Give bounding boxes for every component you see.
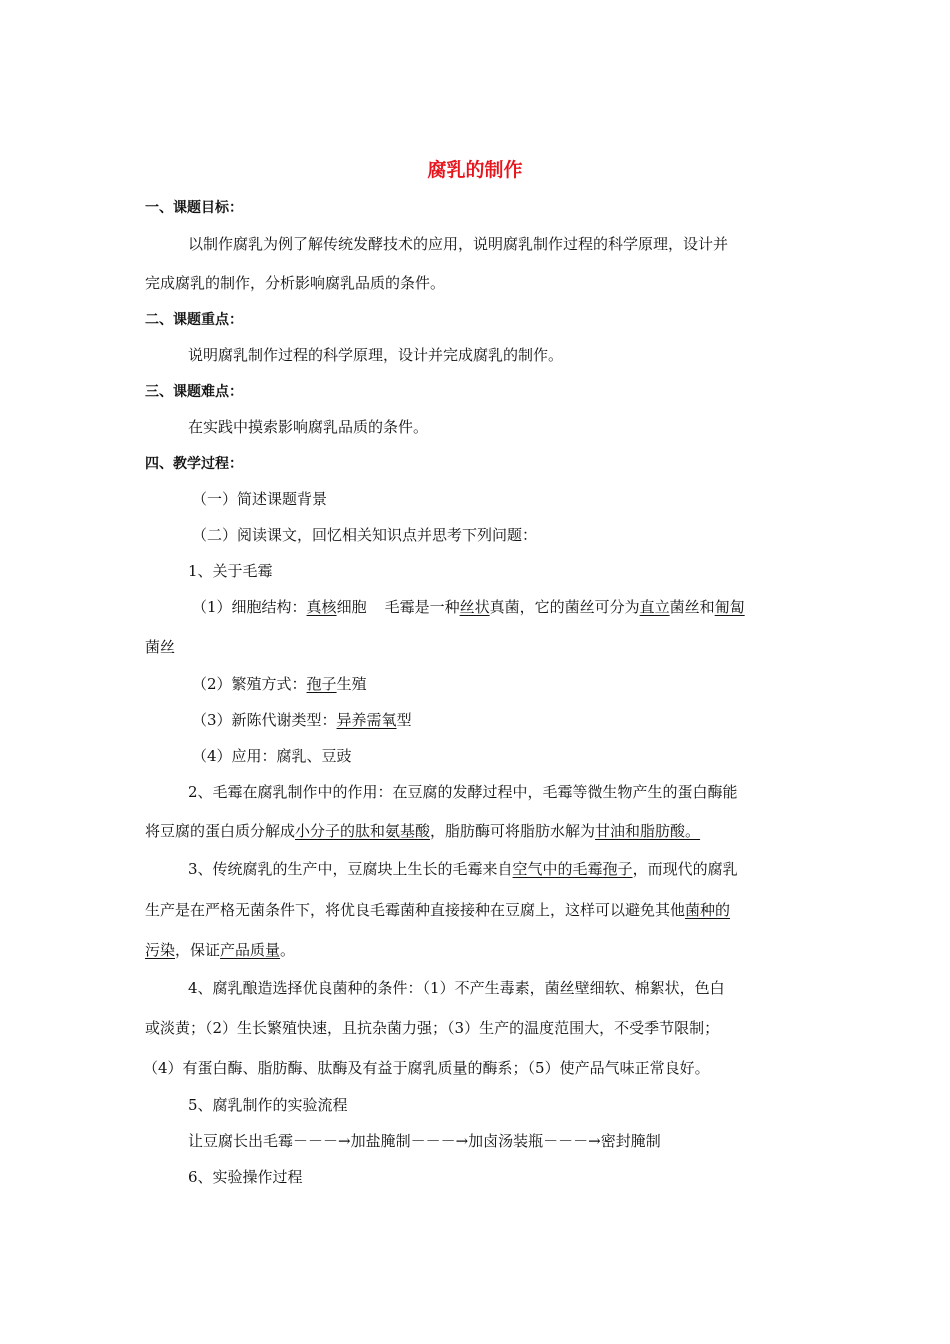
- item-1-line-c: [192, 709, 412, 731]
- text: 真菌，它的菌丝可分为: [489, 598, 640, 616]
- text: 将豆腐的蛋白质分解成: [145, 822, 296, 840]
- answer-underlined: 丝状: [459, 598, 490, 616]
- item-1-line-a: [192, 596, 745, 618]
- text: 细胞: [336, 598, 367, 616]
- item-2-line-1: 2、毛霉在腐乳制作中的作用：在豆腐的发酵过程中，毛霉等微生物产生的蛋白酶能: [188, 783, 738, 801]
- item-5-title: 5、腐乳制作的实验流程: [188, 1096, 348, 1114]
- answer-underlined: 直立: [639, 598, 670, 616]
- item-4-line-2: 或淡黄；（2）生长繁殖快速，且抗杂菌力强；（3）生产的温度范围大，不受季节限制；: [145, 1019, 720, 1037]
- text: （3）新陈代谢类型：: [192, 711, 337, 729]
- answer-underlined: 真核: [306, 598, 337, 616]
- item-1-line-d: （4）应用：腐乳、豆豉: [192, 747, 352, 765]
- item-5-flow: 让豆腐长出毛霉－－－→加盐腌制－－－→加卤汤装瓶－－－→密封腌制: [188, 1132, 661, 1150]
- text: （2）繁殖方式：: [192, 675, 307, 693]
- answer-underlined: 小分子的肽和氨基酸: [295, 822, 431, 840]
- item-3-line-1: [188, 858, 738, 880]
- answer-underlined: 产品质量: [220, 941, 281, 959]
- text: ，保证: [175, 941, 221, 959]
- item-4-line-1: 4、腐乳酿造选择优良菌种的条件：（1）不产生毒素，菌丝壁细软、棉絮状，色白: [188, 979, 725, 997]
- text: 。: [280, 941, 296, 959]
- item-6-title: 6、实验操作过程: [188, 1168, 303, 1186]
- text: 生产是在严格无菌条件下，将优良毛霉菌种直接接种在豆腐上，这样可以避免其他: [145, 901, 686, 919]
- section-1-text-line-2: 完成腐乳的制作，分析影响腐乳品质的条件。: [145, 274, 446, 292]
- text: 毛霉是一种: [384, 598, 460, 616]
- answer-underlined: 孢子: [306, 675, 337, 693]
- answer-underlined: 甘油和脂肪酸。: [595, 822, 701, 840]
- section-2-heading: 二、课题重点：: [145, 312, 243, 328]
- answer-underlined: 空气中的毛霉孢子: [512, 860, 633, 878]
- item-1-line-a-cont: 菌丝: [145, 638, 176, 656]
- item-1-title: 1、关于毛霉: [188, 562, 273, 580]
- section-3-text: 在实践中摸索影响腐乳品质的条件。: [188, 418, 429, 436]
- subsection-1: （一）简述课题背景: [192, 490, 328, 508]
- section-2-text: 说明腐乳制作过程的科学原理，设计并完成腐乳的制作。: [188, 346, 564, 364]
- item-3-line-2: [145, 899, 730, 921]
- item-2-line-2: [145, 820, 700, 842]
- section-1-heading: 一、课题目标：: [145, 200, 243, 216]
- item-3-line-3: [145, 939, 295, 961]
- answer-underlined: 异养需氧: [336, 711, 397, 729]
- text: 生殖: [336, 675, 367, 693]
- text: 3、传统腐乳的生产中，豆腐块上生长的毛霉来自: [188, 860, 513, 878]
- answer-underlined: 菌种的: [685, 901, 731, 919]
- text: 型: [396, 711, 412, 729]
- text: ，而现代的腐乳: [632, 860, 738, 878]
- section-4-heading: 四、教学过程：: [145, 456, 243, 472]
- text: （1）细胞结构：: [192, 598, 307, 616]
- section-3-heading: 三、课题难点：: [145, 384, 243, 400]
- doc-title: 腐乳的制作: [427, 159, 523, 181]
- item-4-line-3: （4）有蛋白酶、脂肪酶、肽酶及有益于腐乳质量的酶系；（5）使产品气味正常良好。: [143, 1059, 710, 1077]
- item-1-line-b: [192, 673, 367, 695]
- subsection-2: （二）阅读课文，回忆相关知识点并思考下列问题：: [192, 526, 538, 544]
- text: 菌丝和: [669, 598, 715, 616]
- section-1-text-line-1: 以制作腐乳为例了解传统发酵技术的应用，说明腐乳制作过程的科学原理，设计并: [188, 235, 729, 253]
- text: ，脂肪酶可将脂肪水解为: [430, 822, 596, 840]
- answer-underlined: 匍匐: [714, 598, 745, 616]
- answer-underlined: 污染: [145, 941, 176, 959]
